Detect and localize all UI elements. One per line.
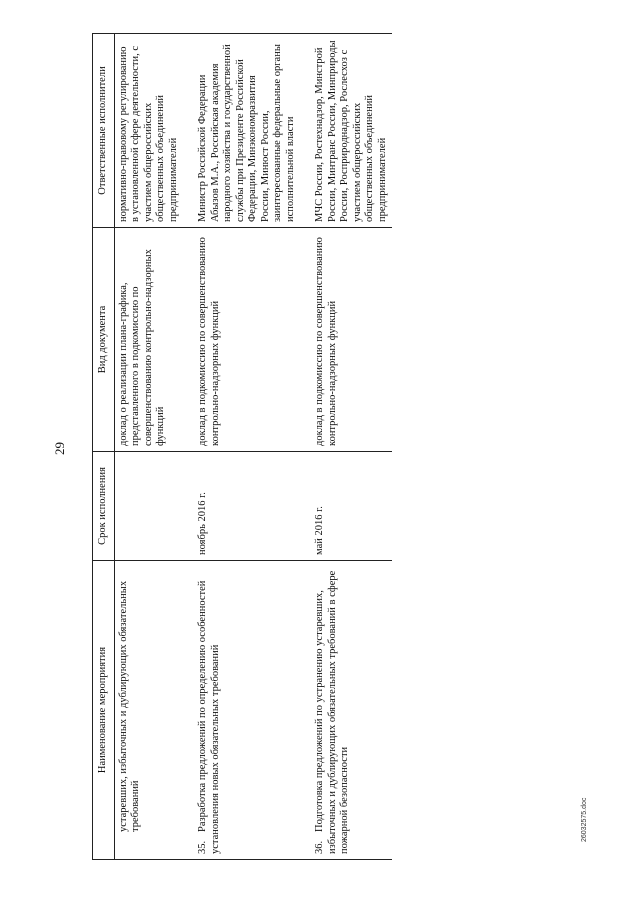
responsible-cell: МЧС России, Ростехнадзор, Минстрой России, Минтранс России, Минприроды России, Росприроднадзор, Рослесхоз с участием общероссийских общественных объединений предпринимателей	[300, 34, 392, 228]
rotated-table-container	[92, 40, 577, 860]
measure-name-text: устаревших, избыточных и дублирующих обязательных требований	[117, 580, 141, 832]
measure-name-text: Разработка предложений по определению особенностей установления новых обязательных требований	[197, 580, 221, 854]
row-number: 35.	[197, 840, 208, 854]
row-number: 36.	[314, 840, 325, 854]
table-row	[300, 34, 392, 860]
header-measure-name: Наименование мероприятия	[93, 561, 115, 860]
responsible-cell: нормативно-правовому регулированию в установленной сфере деятельности, с участием общероссийских общественных объединений предпринимателей	[114, 34, 183, 228]
document-type-cell: доклад в подкомиссию по совершенствованию контрольно-надзорных функций	[300, 228, 392, 452]
table-row	[183, 34, 300, 860]
table-row	[114, 34, 183, 860]
header-deadline: Срок исполнения	[93, 452, 115, 561]
document-type-cell: доклад в подкомиссию по совершенствованию контрольно-надзорных функций	[183, 228, 300, 452]
responsible-cell: Министр Российской Федерации Абызов М.А., Российская академия народного хозяйства и государственной службы при Президенте Российской Федерации, Минэкономразвития России, Минюст России, заинтересованные федеральные органы исполнительной власти	[183, 34, 300, 228]
document-type-cell: доклад о реализации плана-графика, представленного в подкомиссию по совершенствованию контрольно-надзорных функций	[114, 228, 183, 452]
page-number: 29	[52, 442, 67, 455]
header-responsible: Ответственные исполнители	[93, 34, 115, 228]
measure-name-cell	[183, 561, 300, 860]
measure-name-cell	[300, 561, 392, 860]
deadline-cell	[114, 452, 183, 561]
measures-table	[92, 33, 392, 860]
measure-name-text: Подготовка предложений по устранению устаревших, избыточных и дублирующих обязательных требований в сфере пожарной безопасности	[314, 570, 350, 854]
table-header-row	[93, 34, 115, 860]
deadline-cell: ноябрь 2016 г.	[183, 452, 300, 561]
measure-name-cell	[114, 561, 183, 860]
document-file-id: 26032575.doc	[581, 797, 588, 842]
header-document-type: Вид документа	[93, 228, 115, 452]
deadline-cell: май 2016 г.	[300, 452, 392, 561]
